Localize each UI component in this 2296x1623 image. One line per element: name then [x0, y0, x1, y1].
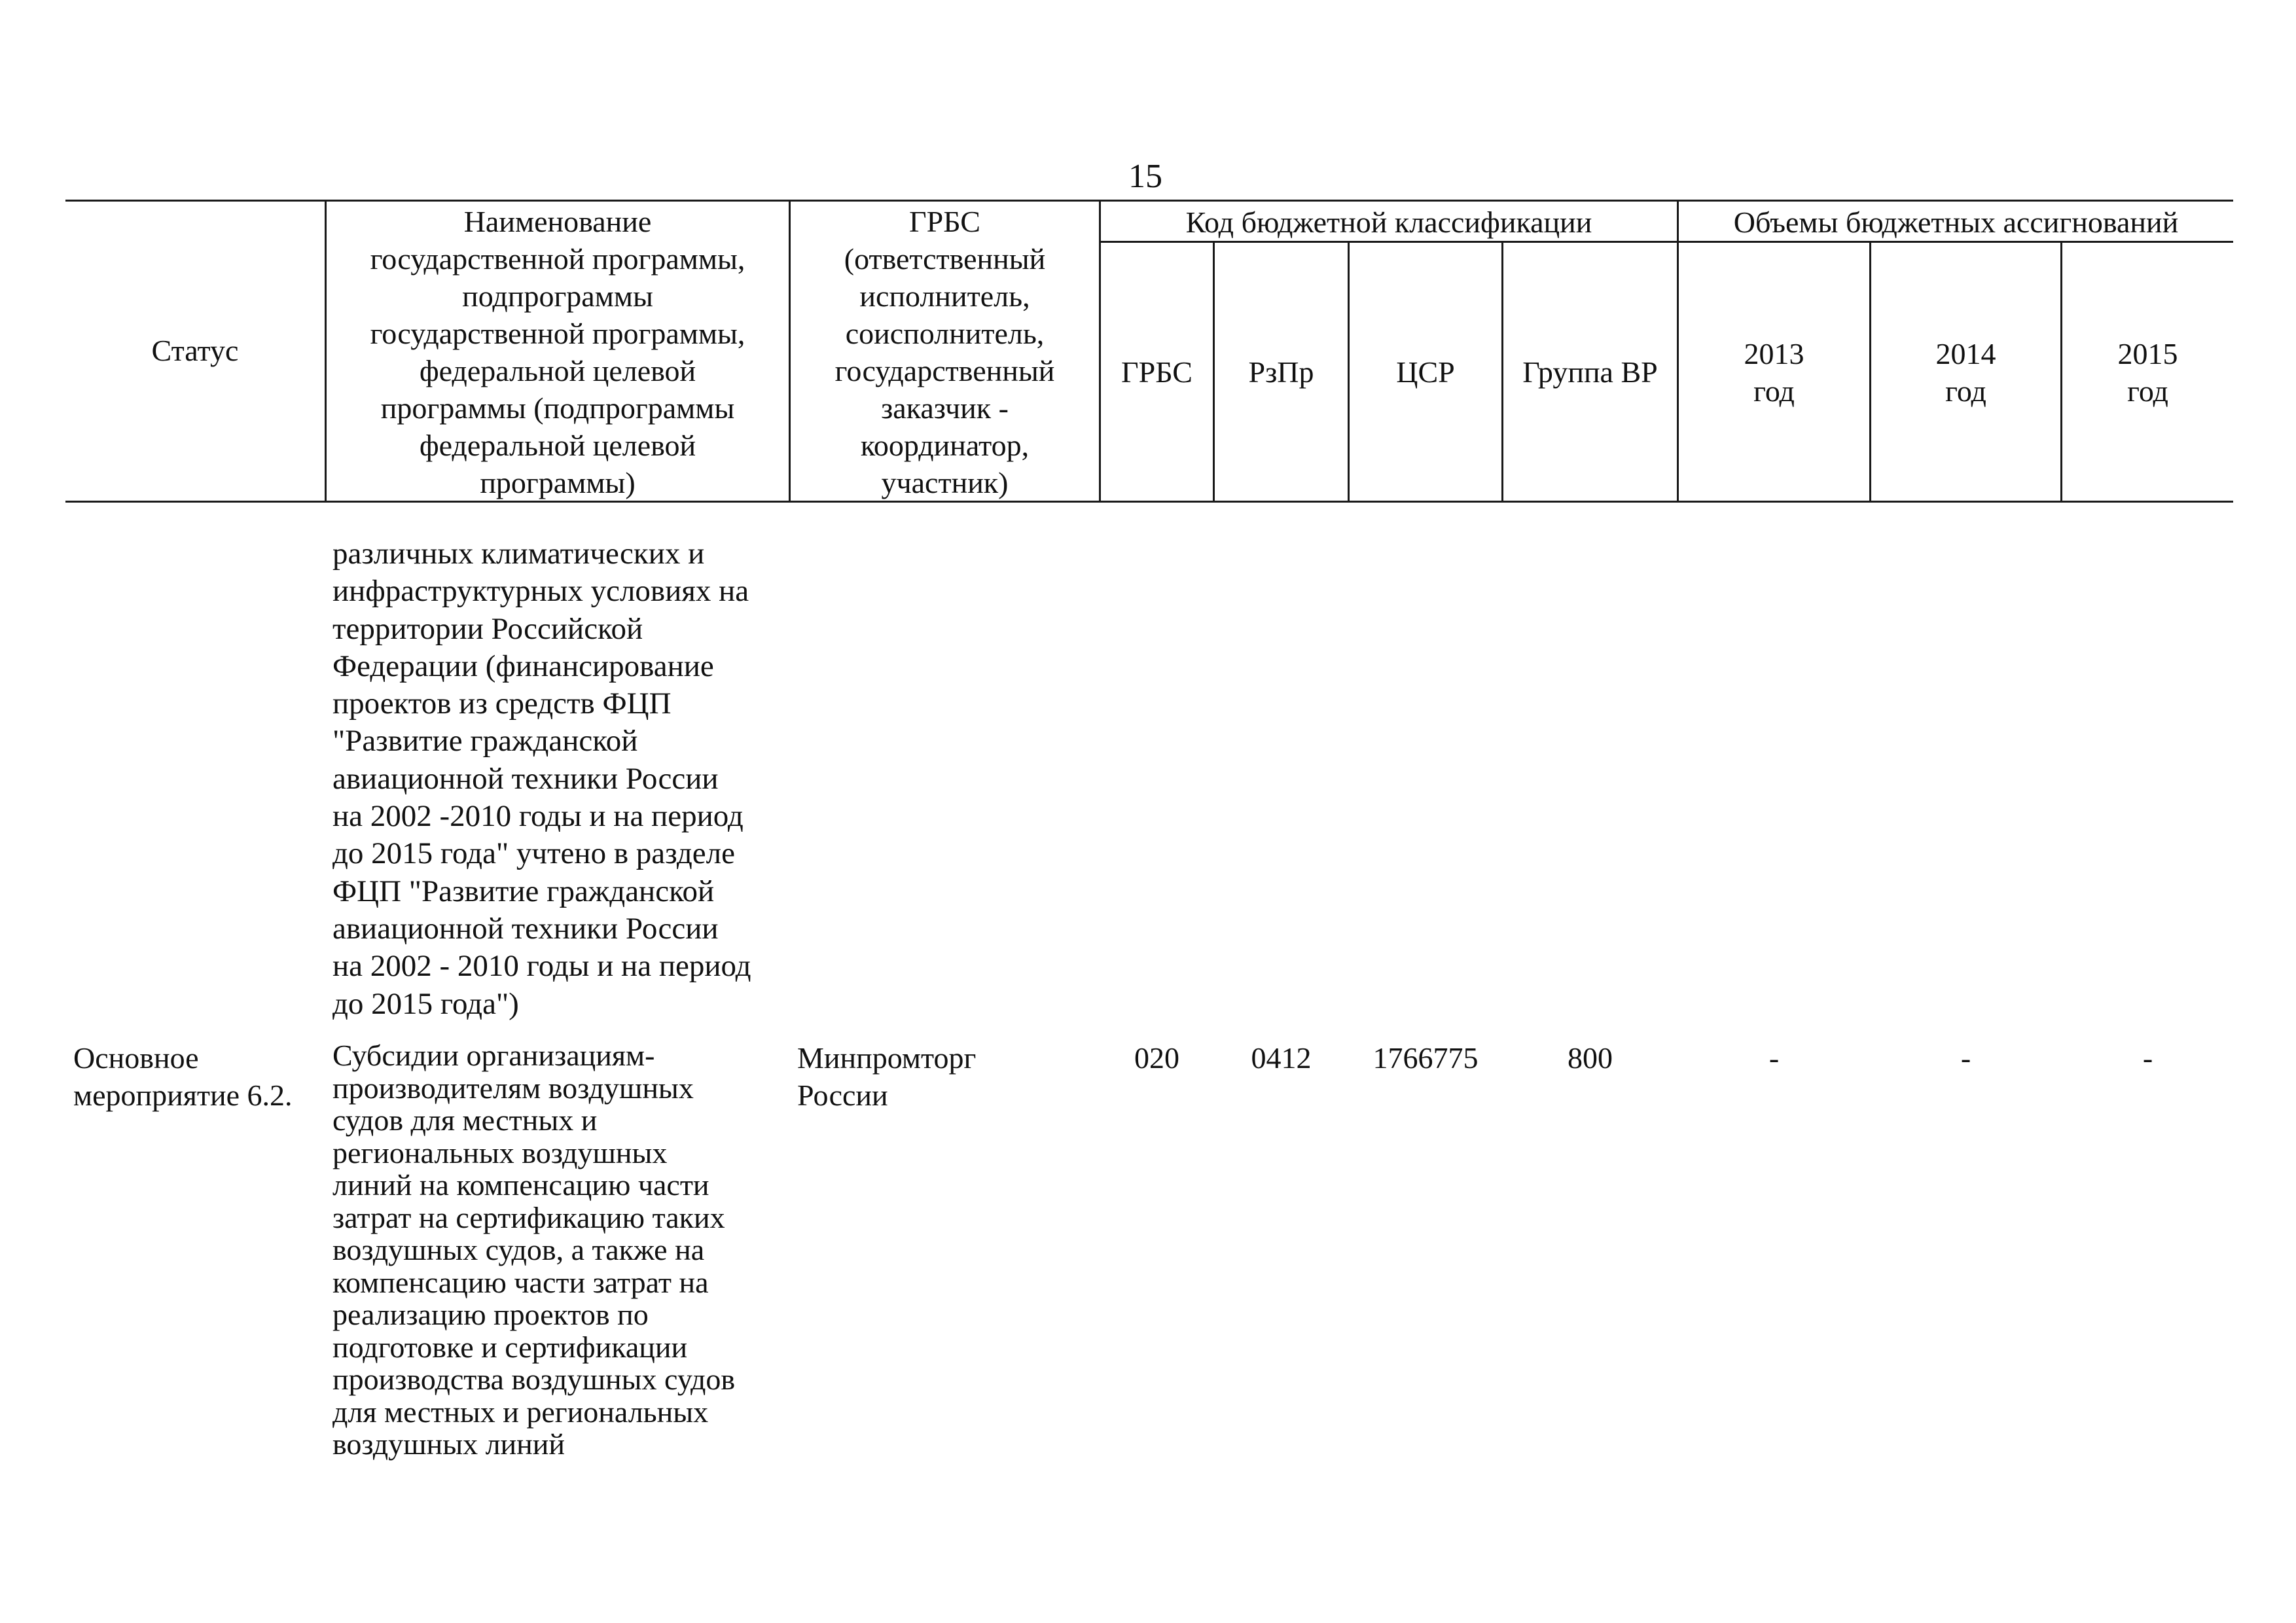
subheader-border — [1099, 241, 2233, 243]
header-year-2014: 2014 год — [1935, 337, 1996, 408]
page-number: 15 — [1128, 158, 1162, 195]
header-allocations-group: Объемы бюджетных ассигнований — [1733, 205, 2179, 239]
header-code-grbs: ГРБС — [1121, 355, 1193, 389]
continuation-text: различных климатических и инфраструктурных условиях на территории Российской Федерации (финансирование проектов из средств ФЦП "Развитие гражданской авиационной техники России на 2002 -2010 годы и на период до 2015 года" учтено в разделе ФЦП "Развитие гражданской авиационной техники России на 2002 - 2010 годы и на период до 2015 года") — [332, 537, 751, 1021]
row-code-rzpr: 0412 — [1251, 1041, 1312, 1075]
row-description: Субсидии организациям- производителям воздушных судов для местных и региональных воздушных линий на компенсацию части затрат на сертификацию таких воздушных судов, а также на компенсацию части затрат на реализацию проектов по подготовке и сертификации производства воздушных судов для местных и региональных воздушных линий — [332, 1039, 736, 1461]
row-code-grbs: 020 — [1134, 1041, 1179, 1075]
header-year-2013: 2013 год — [1744, 337, 1804, 408]
header-code-vr-group: Группа ВР — [1522, 355, 1658, 389]
row-value-2015: - — [2142, 1041, 2153, 1075]
header-budget-code-group: Код бюджетной классификации — [1185, 205, 1592, 239]
row-grbs: Минпромторг России — [797, 1041, 977, 1112]
header-year-2015: 2015 год — [2117, 337, 2178, 408]
col-divider-3 — [1099, 200, 1101, 501]
header-grbs-responsible: ГРБС (ответственный исполнитель, соисполнитель, государственный заказчик - координатор, участник) — [834, 205, 1055, 499]
row-code-vr-group: 800 — [1568, 1041, 1613, 1075]
row-code-csr: 1766775 — [1372, 1041, 1479, 1075]
header-program-name: Наименование государственной программы, подпрограммы государственной программы, федеральной целевой программы (подпрограммы федеральной целевой программы) — [370, 205, 745, 499]
row-value-2013: - — [1768, 1041, 1780, 1075]
header-code-csr: ЦСР — [1396, 355, 1455, 389]
table-top-border — [65, 200, 2233, 202]
row-status: Основное мероприятие 6.2. — [73, 1041, 293, 1112]
row-value-2014: - — [1960, 1041, 1971, 1075]
header-status: Статус — [151, 334, 239, 367]
header-code-rzpr: РзПр — [1248, 355, 1314, 389]
